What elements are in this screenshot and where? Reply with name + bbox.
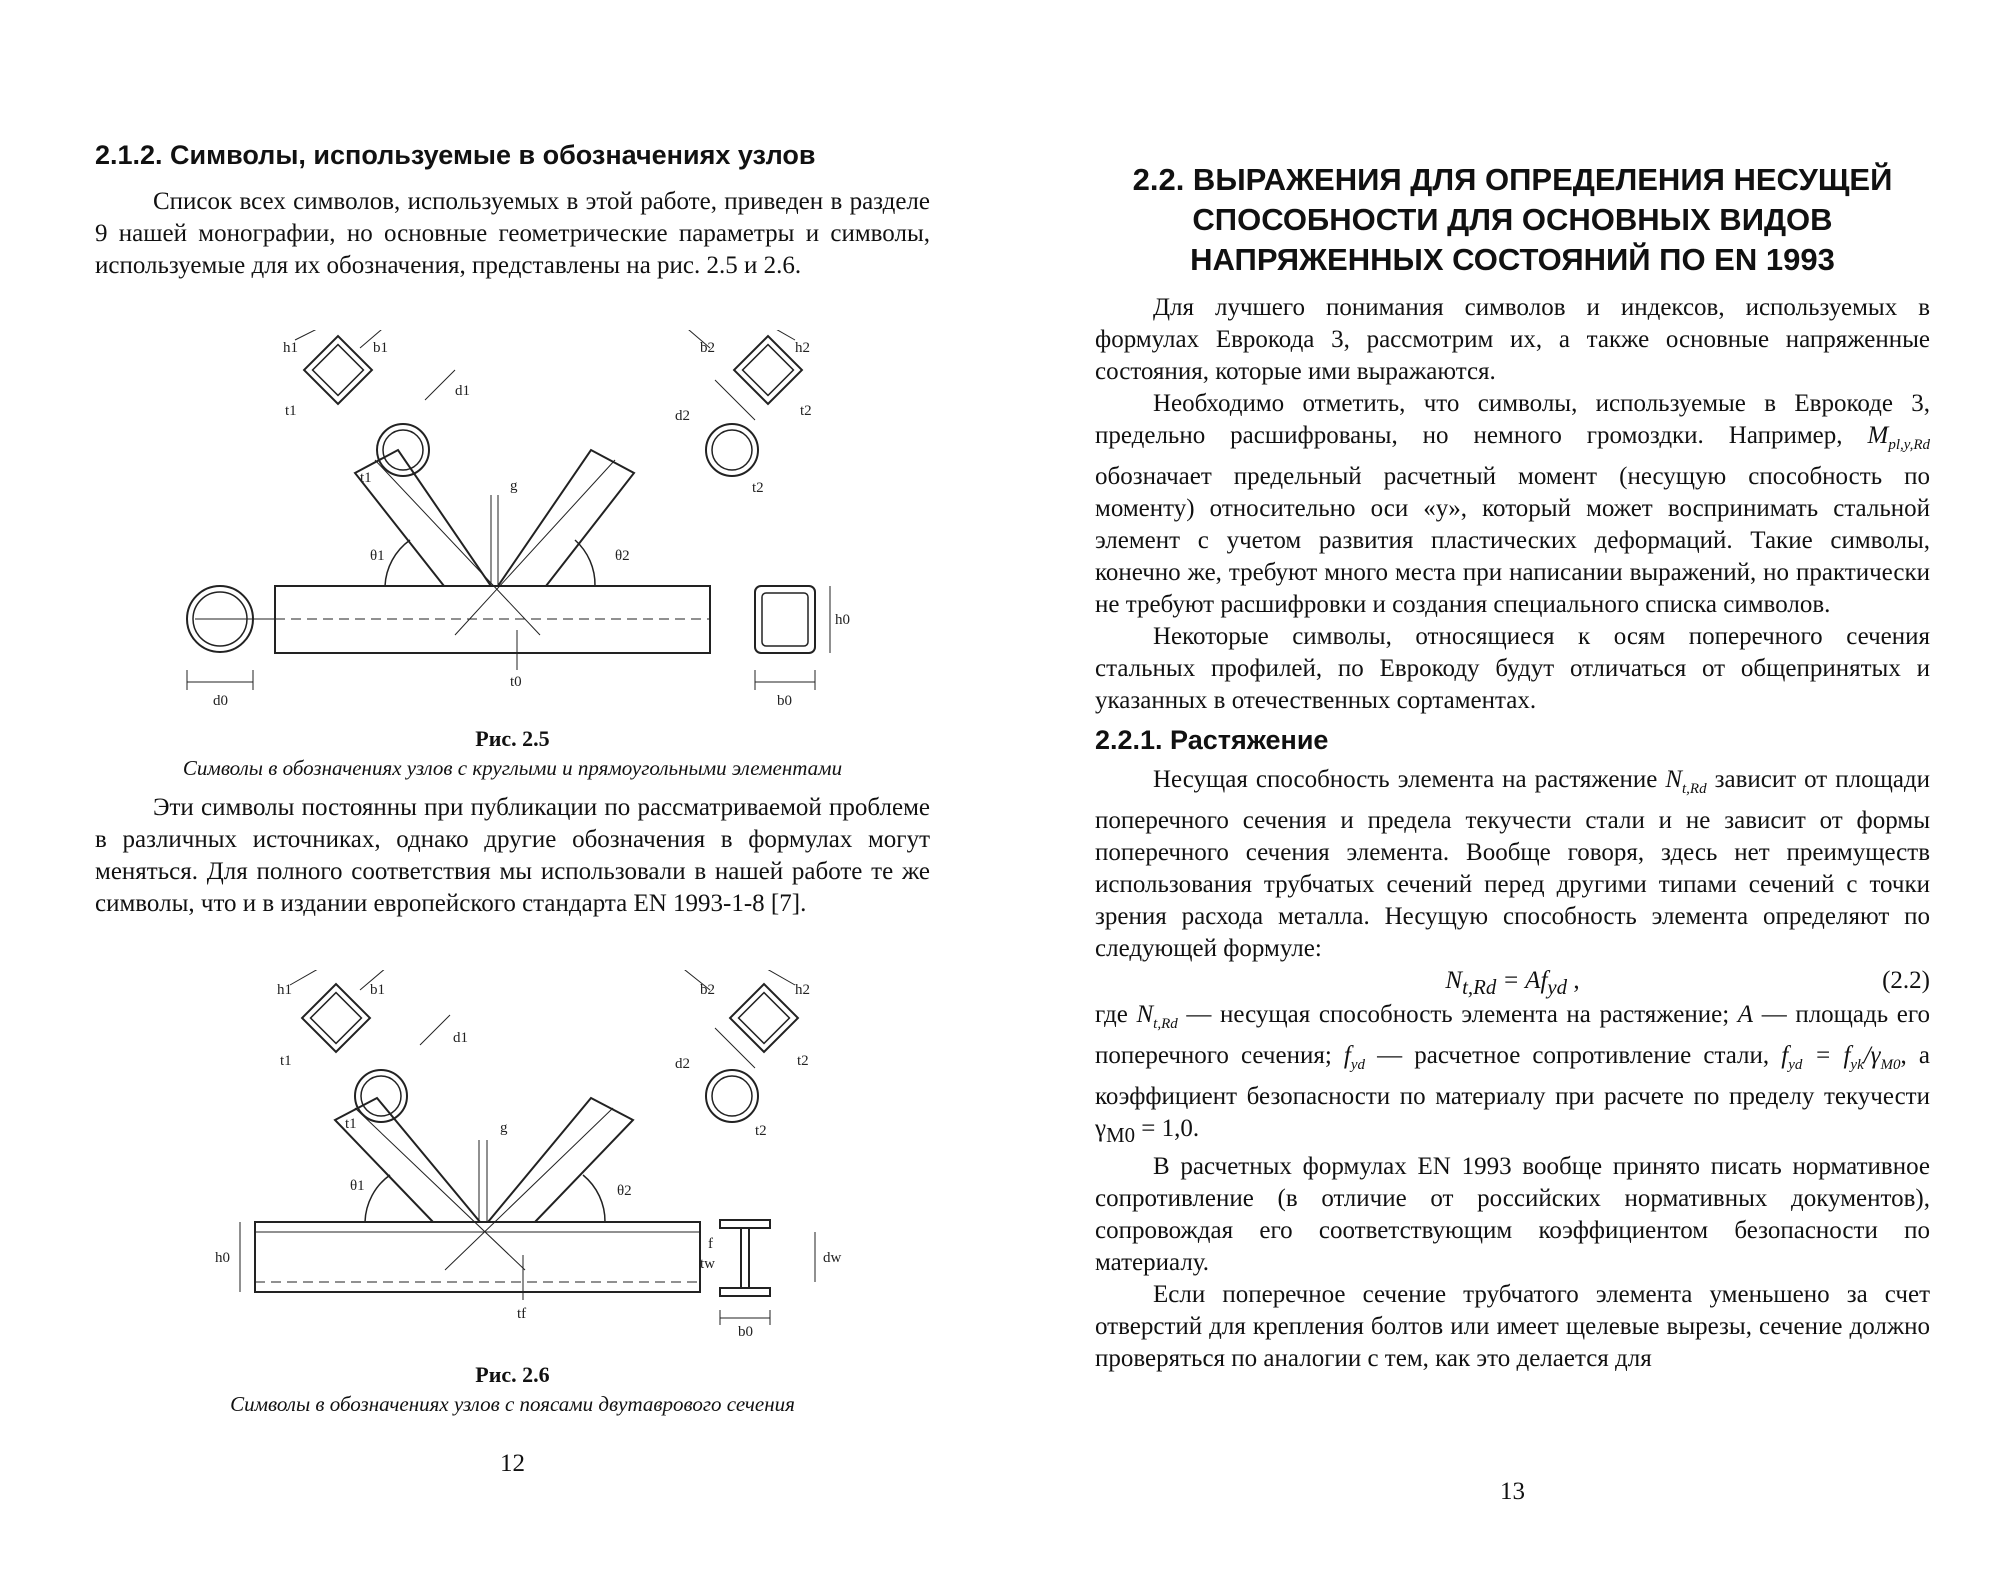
p5-sym3 bbox=[1343, 1042, 1366, 1073]
label-t1-circle: t1 bbox=[360, 470, 372, 486]
paragraph-understanding: Для лучшего понимания символов и индексов, используемых в формулах Еврокода 3, рассмотрим их, а также основные напряженные состояния, которые ими выражаются. bbox=[1095, 294, 1930, 385]
paragraph-symbols-constant: Эти символы постоянны при публикации по рассматриваемой проблеме в различных источниках, однако другие обозначения в формулах могут меняться. Для полного соответствия мы использовали в нашей работе те же символы, что и в издании европейского стандарта EN 1993-1-8 [7]. bbox=[95, 794, 930, 917]
p5-t4: — расчетное сопротивление стали, bbox=[1365, 1042, 1782, 1069]
label2-h0: h0 bbox=[215, 1250, 230, 1266]
label-t2-circle: t2 bbox=[752, 480, 764, 496]
p4-part2: зависит от площади поперечного сечения и предела текучести стали и не зависит от формы поперечного сечения элемента. Вообще говоря, здесь нет преимуществ использования трубчатых сечений перед другими типами сечений с точки зрения расхода металла. Несущую способность элемента определяют по следующей формуле: bbox=[1095, 766, 1931, 962]
heading-line-3: НАПРЯЖЕННЫХ СОСТОЯНИЙ ПО EN 1993 bbox=[1190, 242, 1835, 277]
formula-expression bbox=[1095, 965, 1930, 1003]
section-heading-2-2 bbox=[1095, 160, 1930, 280]
symbol-ntrd bbox=[1665, 766, 1707, 797]
formula-rhs-sub: yd bbox=[1547, 975, 1568, 999]
label-b0: b0 bbox=[777, 693, 792, 709]
p5-s4c: /γ bbox=[1863, 1042, 1881, 1069]
label2-theta2: θ2 bbox=[617, 1183, 632, 1199]
p5-s4: f bbox=[1781, 1042, 1789, 1069]
chord-square-section bbox=[755, 586, 815, 653]
p5-s3-sub: yd bbox=[1350, 1057, 1366, 1073]
heading-line-1: 2.2. ВЫРАЖЕНИЯ ДЛЯ ОПРЕДЕЛЕНИЯ НЕСУЩЕЙ bbox=[1132, 162, 1893, 197]
label-h1: h1 bbox=[283, 340, 298, 356]
p2-part1: Необходимо отметить, что символы, используемые в Еврокоде 3, предельно расшифрованы, но немного громоздки. Например, bbox=[1095, 390, 1930, 449]
label2-t1-square: t1 bbox=[280, 1053, 292, 1069]
intro-paragraph: Список всех символов, используемых в этой работе, приведен в разделе 9 нашей монографии, но основные геометрические параметры и символы, используемые для их обозначения, представлены на рис. 2.5 и 2.6. bbox=[95, 188, 930, 279]
label2-b2: b2 bbox=[700, 982, 715, 998]
p5-t2: — несущая способность элемента на растяжение; bbox=[1177, 1001, 1738, 1028]
label2-f: f bbox=[708, 1236, 713, 1252]
symbol-n-sub: t,Rd bbox=[1682, 781, 1707, 797]
label2-d1: d1 bbox=[453, 1030, 468, 1046]
formula-tail: , bbox=[1567, 967, 1580, 994]
label-h2: h2 bbox=[795, 340, 810, 356]
label-t0: t0 bbox=[510, 674, 522, 690]
p5-t1: где bbox=[1095, 1001, 1137, 1028]
label2-dw: dw bbox=[823, 1250, 842, 1266]
label2-t2-square: t2 bbox=[797, 1053, 809, 1069]
page-number-right: 13 bbox=[1500, 1478, 1525, 1505]
paragraph-symbols-note bbox=[1095, 388, 1930, 621]
heading-line-2: СПОСОБНОСТИ ДЛЯ ОСНОВНЫХ ВИДОВ bbox=[1192, 202, 1833, 237]
label2-h1: h1 bbox=[277, 982, 292, 998]
circle-section-left bbox=[377, 424, 429, 476]
p5-sym4 bbox=[1781, 1042, 1901, 1073]
figure-2-5-drawing bbox=[155, 330, 855, 715]
symbol-m-sub: pl,y,Rd bbox=[1888, 437, 1930, 453]
p5-s3: f bbox=[1343, 1042, 1351, 1069]
label2-t1-circle: t1 bbox=[345, 1116, 357, 1132]
right-page bbox=[1095, 0, 1930, 1569]
square-section-left-2 bbox=[302, 984, 370, 1052]
left-page bbox=[95, 0, 930, 1569]
circle-section-right-2 bbox=[706, 1070, 758, 1122]
figure-2-6-caption: Символы в обозначениях узлов с поясами двутаврового сечения bbox=[230, 1392, 795, 1416]
label2-h2: h2 bbox=[795, 982, 810, 998]
label2-g: g bbox=[500, 1120, 508, 1136]
label-b2: b2 bbox=[700, 340, 715, 356]
p5-s1: N bbox=[1136, 1001, 1154, 1028]
paragraph-holes: Если поперечное сечение трубчатого элемента уменьшено за счет отверстий для крепления болтов или имеет щелевые вырезы, сечение должно проверяться по аналогии с тем, как это делается для bbox=[1095, 1281, 1930, 1372]
figure-2-6-title: Рис. 2.6 bbox=[475, 1362, 550, 1387]
label2-b1: b1 bbox=[370, 982, 385, 998]
paragraph-where bbox=[1095, 999, 1930, 1151]
label-t1-square: t1 bbox=[285, 403, 297, 419]
square-section-right bbox=[734, 336, 802, 404]
paragraph-tension bbox=[1095, 764, 1930, 965]
figure-2-5-title: Рис. 2.5 bbox=[475, 726, 550, 751]
formula-2-2 bbox=[1095, 965, 1930, 999]
figure-2-5 bbox=[155, 330, 855, 715]
label-t2-square: t2 bbox=[800, 403, 812, 419]
p5-s4c-sub: M0 bbox=[1880, 1057, 1901, 1073]
symbol-m: M bbox=[1867, 422, 1889, 449]
subsection-heading-2-2-1: 2.2.1. Растяжение bbox=[1095, 725, 1329, 755]
formula-eq: = Af bbox=[1496, 967, 1548, 994]
page-number-left: 12 bbox=[500, 1450, 525, 1477]
p5-sym1 bbox=[1136, 1001, 1178, 1032]
label2-d2: d2 bbox=[675, 1056, 690, 1072]
p5-s4b-sub: yk bbox=[1850, 1057, 1864, 1073]
figure-2-6-drawing bbox=[155, 970, 855, 1340]
paragraph-axes: Некоторые символы, относящиеся к осям поперечного сечения стальных профилей, по Еврокоду будут отличаться от общепринятых и указанных в отечественных сортаментах. bbox=[1095, 623, 1930, 714]
label-d2: d2 bbox=[675, 408, 690, 424]
p5-s4b: = f bbox=[1802, 1042, 1851, 1069]
p5-t3: — площадь его поперечного сечения; bbox=[1095, 1001, 1931, 1069]
paragraph-normative: В расчетных формулах EN 1993 вообще принято писать нормативное сопротивление (в отличие от российских нормативных документов), сопровождая его соответствующим коэффициентом безопасности по материалу. bbox=[1095, 1153, 1930, 1276]
p5-s4-sub: yd bbox=[1788, 1057, 1803, 1073]
symbol-mplyrd bbox=[1867, 422, 1931, 453]
label2-tf: tf bbox=[517, 1306, 527, 1322]
brace-left-2 bbox=[335, 1098, 480, 1222]
formula-lhs: N bbox=[1445, 967, 1463, 994]
i-section bbox=[720, 1220, 770, 1296]
square-section-right-2 bbox=[730, 984, 798, 1052]
symbol-n: N bbox=[1665, 766, 1682, 793]
p4-part1: Несущая способность элемента на растяжение bbox=[1153, 766, 1658, 793]
label-h0: h0 bbox=[835, 612, 850, 628]
label2-tw: tw bbox=[700, 1256, 715, 1272]
formula-lhs-sub: t,Rd bbox=[1462, 975, 1497, 999]
formula-number: (2.2) bbox=[1882, 967, 1930, 994]
label-theta2: θ2 bbox=[615, 548, 630, 564]
figure-2-5-caption: Символы в обозначениях узлов с круглыми и прямоугольными элементами bbox=[182, 756, 843, 780]
p5-s2: A bbox=[1737, 1001, 1754, 1028]
brace-left bbox=[355, 450, 491, 586]
right-body bbox=[1095, 292, 1930, 1375]
label-d1: d1 bbox=[455, 383, 470, 399]
p2-part2: обозначает предельный расчетный момент (несущую способность по моменту) относительно оси «y», который может воспринимать стальной элемент с учетом развития пластических деформаций. Такие символы, конечно же, требуют много места при написании выражений, но практически не требуют расшифровки и создания специального списка символов. bbox=[1095, 463, 1930, 618]
brace-right-2 bbox=[488, 1098, 633, 1222]
label2-b0: b0 bbox=[738, 1324, 753, 1340]
p5-t6: = 1,0. bbox=[1135, 1115, 1200, 1142]
p5-s1-sub: t,Rd bbox=[1153, 1016, 1178, 1032]
label-theta1: θ1 bbox=[370, 548, 385, 564]
section-heading-2-1-2: 2.1.2. Символы, используемые в обозначениях узлов bbox=[95, 140, 816, 170]
p5-s5-sub: M0 bbox=[1106, 1123, 1135, 1147]
label-b1: b1 bbox=[373, 340, 388, 356]
label-g: g bbox=[510, 478, 518, 494]
figure-2-6 bbox=[155, 970, 855, 1340]
label-d0: d0 bbox=[213, 693, 228, 709]
label2-t2-circle: t2 bbox=[755, 1123, 767, 1139]
circle-section-left-2 bbox=[355, 1070, 407, 1122]
label2-theta1: θ1 bbox=[350, 1178, 365, 1194]
p5-t5: , а коэффициент безопасности по материалу при расчете по пределу текучести γ bbox=[1095, 1042, 1930, 1142]
circle-section-right bbox=[706, 424, 758, 476]
